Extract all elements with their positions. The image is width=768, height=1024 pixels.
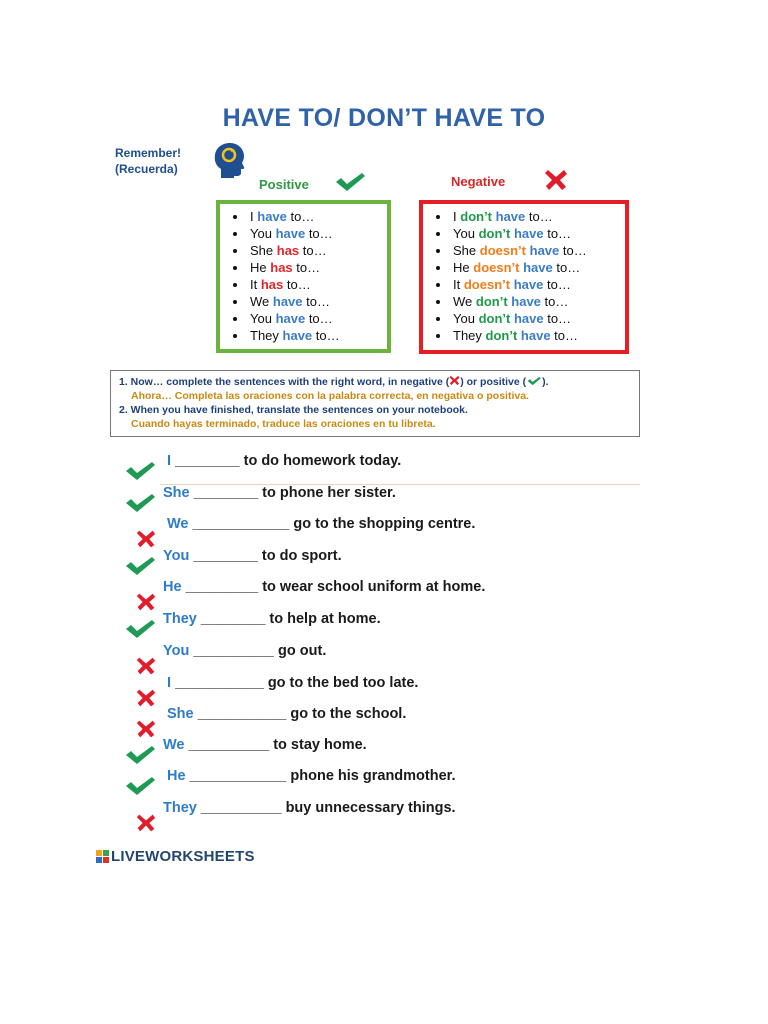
tail: to… [540,294,569,309]
exercise-row [0,798,768,828]
list-item [423,310,625,327]
list-item [423,327,625,344]
list-item [220,310,387,327]
sentence-rest: to help at home. [269,611,381,627]
check-icon [124,555,156,577]
exercise-row [0,514,768,544]
subject: She [453,243,477,258]
list-item [423,293,625,310]
subject: He [163,579,182,595]
sentence-rest: go to the shopping centre. [293,516,476,532]
subject: You [250,311,272,326]
negative-list [423,204,625,344]
verb: have [282,328,313,343]
subject: She [163,485,190,501]
verb: has [270,260,293,275]
sentence-rest: go to the bed too late. [267,675,419,691]
subject: You [163,548,190,564]
verb: has [260,277,284,292]
auxiliary: doesn’t [479,243,526,258]
check-icon [124,775,156,797]
tail: to… [543,226,572,241]
subject: We [163,737,185,753]
answer-blank: ___________ [197,706,287,722]
subject: She [167,706,194,722]
sentence-rest: to phone her sister. [262,485,396,501]
exercise-row [0,735,768,765]
subject: It [453,277,461,292]
cross-icon [136,813,156,833]
auxiliary: don’t [460,209,493,224]
list-item [423,208,625,225]
instruction-1 [119,375,639,389]
verb: have [495,209,526,224]
subject: You [250,226,272,241]
auxiliary: don’t [485,328,518,343]
subject: You [453,311,475,326]
exercise-row [0,577,768,607]
verb: have [529,243,560,258]
exercise-row [0,704,768,734]
instruction-1-spanish: Ahora… Completa las oraciones con la palabra correcta, en negativa o positiva. [131,390,529,402]
instruction-1-text-b: ) or positive ( [460,376,527,388]
subject: We [250,294,270,309]
subject: You [163,643,190,659]
exercise-sentence [167,453,401,469]
answer-blank: __________ [193,643,274,659]
negative-box [419,200,629,354]
recuerda-line: (Recuerda) [115,162,178,176]
tail: to… [286,209,315,224]
list-item [220,208,387,225]
exercise-sentence [163,579,485,595]
sentence-rest: buy unnecessary things. [285,800,456,816]
brain-head-icon [213,142,245,178]
tail: to… [543,311,572,326]
exercise-row [0,483,768,513]
answer-blank: ____________ [189,768,287,784]
tail: to… [283,277,311,292]
exercise-sentence [163,800,456,816]
list-item [220,276,387,293]
exercise-row [0,546,768,576]
instruction-1-text-c: ). [542,376,549,388]
exercise-row [0,641,768,671]
sentence-rest: go to the school. [290,706,407,722]
auxiliary: doesn’t [473,260,520,275]
tail: to… [550,328,579,343]
negative-label: Negative [451,174,506,189]
subject: He [453,260,470,275]
tail: to… [299,243,327,258]
subject: They [163,800,197,816]
subject: I [250,209,254,224]
list-item [220,327,387,344]
verb: have [513,311,544,326]
check-icon [526,376,542,386]
exercise-row [0,673,768,703]
subject: You [453,226,475,241]
exercise-sentence [167,768,456,784]
logo-blocks-icon [96,850,110,864]
exercise-sentence [167,675,418,691]
exercise-row [0,451,768,481]
list-item [423,276,625,293]
subject: I [453,209,457,224]
page-title: HAVE TO/ DON’T HAVE TO [222,104,546,132]
exercise-sentence [163,737,367,753]
answer-blank: ________ [193,485,259,501]
sentence-rest: to do homework today. [243,453,402,469]
remember-note [115,145,181,177]
subject: They [163,611,197,627]
instruction-2-spanish: Cuando hayas terminado, traduce las oraciones en tu libreta. [131,418,436,430]
answer-blank: ________ [193,548,258,564]
answer-blank: ____________ [192,516,290,532]
list-item [423,242,625,259]
exercise-sentence [167,706,406,722]
auxiliary: don’t [478,311,511,326]
subject: He [250,260,267,275]
subject: She [250,243,274,258]
subject: I [167,675,172,691]
auxiliary: don’t [478,226,511,241]
positive-label: Positive [259,177,309,192]
list-item [220,259,387,276]
exercise-sentence [163,643,326,659]
exercise-sentence [163,611,381,627]
positive-list [220,204,387,344]
list-item [220,293,387,310]
verb: have [272,294,303,309]
subject: He [167,768,186,784]
exercise-sentence [163,548,342,564]
subject: We [453,294,473,309]
tail: to… [525,209,553,224]
check-icon [334,171,366,193]
answer-blank: ________ [175,453,240,469]
cross-icon [449,375,460,386]
auxiliary: doesn’t [463,277,511,292]
tail: to… [312,328,340,343]
verb: have [511,294,541,309]
subject: I [167,453,172,469]
verb: has [276,243,300,258]
list-item [220,225,387,242]
exercise-sentence [163,485,396,501]
subject: We [167,516,189,532]
logo-text: LIVEWORKSHEETS [111,848,255,865]
tail: to… [305,311,333,326]
sentence-rest: phone his grandmother. [290,768,456,784]
remember-line: Remember! [115,146,182,160]
verb: have [275,311,306,326]
list-item [220,242,387,259]
tail: to… [302,294,330,309]
exercise-row [0,766,768,796]
tail: to… [292,260,321,275]
sentence-rest: to wear school uniform at home. [262,579,486,595]
answer-blank: ________ [200,611,266,627]
verb: have [523,260,553,275]
check-icon [124,492,156,514]
positive-box [216,200,391,353]
verb: have [275,226,306,241]
sentence-rest: to do sport. [261,548,342,564]
answer-blank: __________ [200,800,282,816]
check-icon [124,460,156,482]
verb: have [257,209,287,224]
sentence-rest: go out. [278,643,327,659]
instruction-2: 2. When you have finished, translate the sentences on your notebook. [119,404,468,416]
instructions-box [110,370,640,437]
answer-blank: _________ [185,579,259,595]
list-item [423,225,625,242]
tail: to… [305,226,333,241]
tail: to… [552,260,581,275]
check-icon [124,618,156,640]
answer-blank: __________ [188,737,270,753]
tail: to… [559,243,587,258]
list-item [423,259,625,276]
check-icon [124,744,156,766]
answer-blank: ___________ [175,675,264,691]
auxiliary: don’t [475,294,508,309]
verb: have [513,226,544,241]
tail: to… [543,277,571,292]
subject: It [250,277,258,292]
verb: have [513,277,544,292]
cross-icon [544,168,568,192]
subject: They [453,328,482,343]
sentence-rest: to stay home. [273,737,367,753]
exercise-sentence [167,516,475,532]
subject: They [250,328,279,343]
verb: have [520,328,551,343]
instruction-1-text-a: 1. Now… complete the sentences with the right word, in negative ( [119,376,450,388]
exercise-row [0,609,768,639]
